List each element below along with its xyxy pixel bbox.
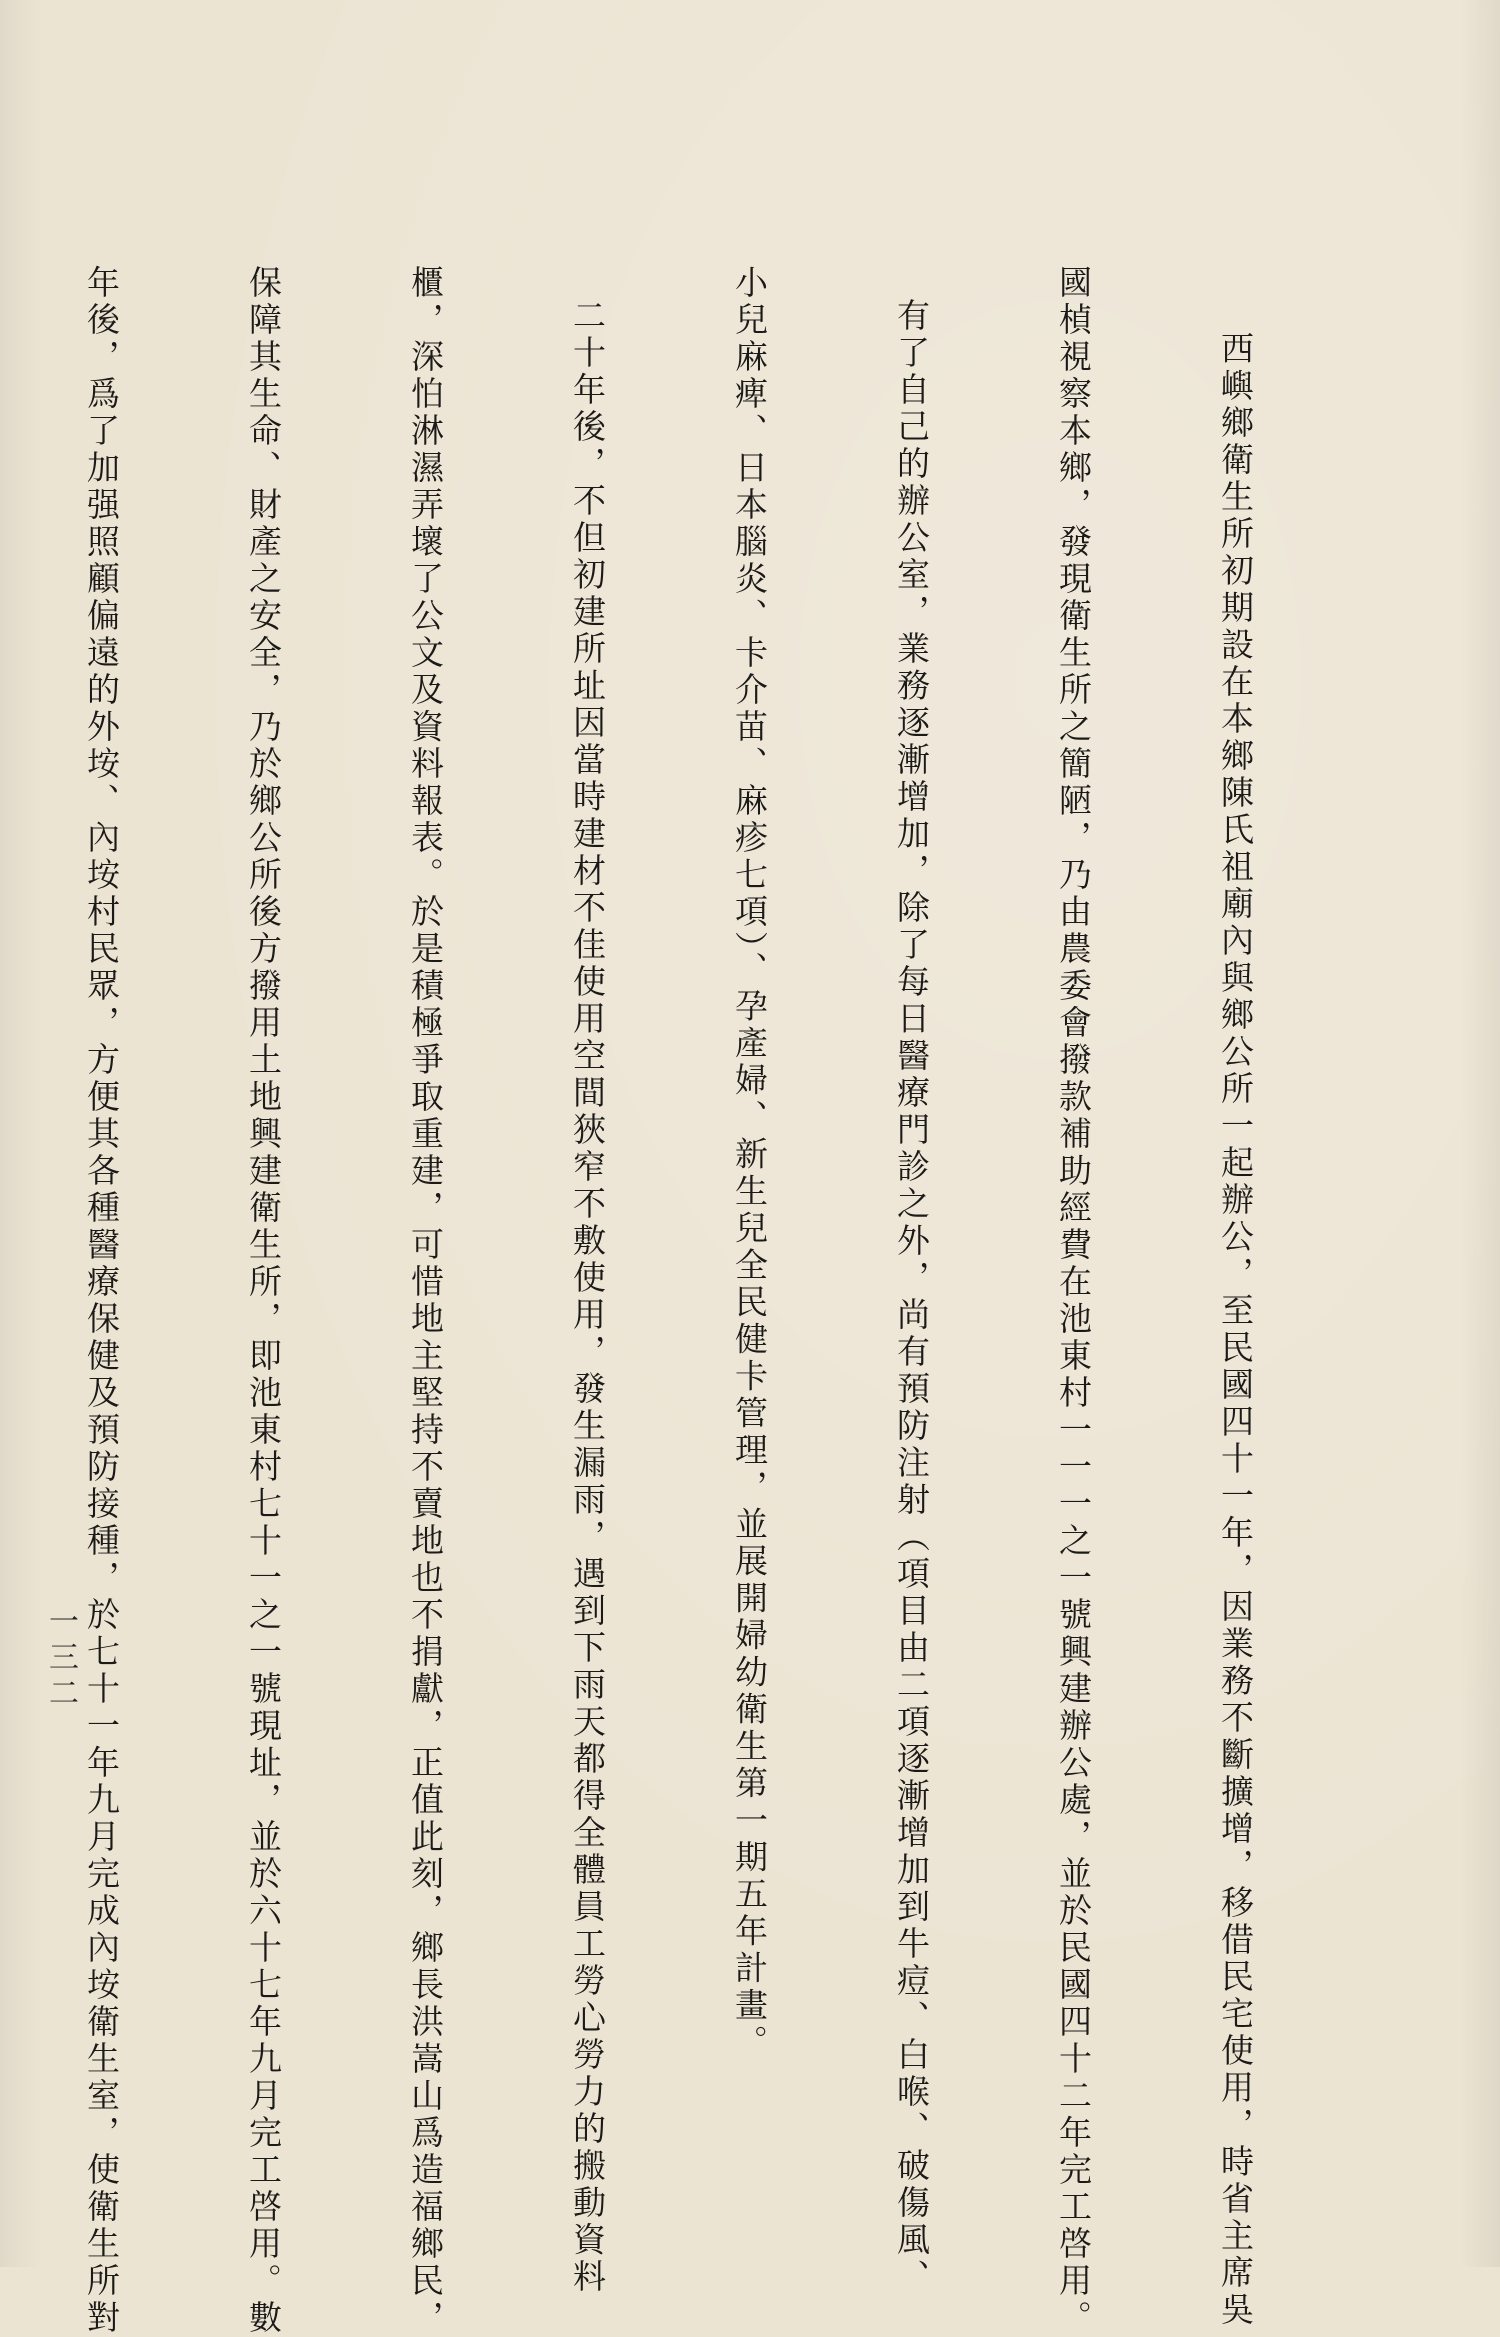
paragraph-line: 二十年後，不但初建所址因當時建材不佳使用空間狹窄不敷使用，發生漏雨，遇到下雨天都得全體員工勞心勞力的搬動資料 [568,298,607,2296]
paragraph-line: 年後，爲了加强照顧偏遠的外垵、內垵村民眾，方便其各種醫療保健及預防接種，於七十一年九月完成內垵衛生室，使衛生所對 [82,265,121,2337]
paragraph-line: 西嶼鄉衛生所初期設在本鄉陳氏祖廟內與鄉公所一起辦公，至民國四十一年，因業務不斷擴增，移借民宅使用，時省主席吳 [1216,331,1255,2329]
paragraph-line: 櫃，深怕淋濕弄壞了公文及資料報表。於是積極爭取重建，可惜地主堅持不賣地也不捐獻，正值此刻，鄉長洪嵩山爲造福鄉民， [406,265,445,2337]
paragraph-line: 小兒麻痺、日本腦炎、卡介苗、麻疹七項）、孕產婦、新生兒全民健卡管理，並展開婦幼衛生第一期五年計畫。 [730,265,769,2062]
paragraph-line: 保障其生命、財產之安全，乃於鄉公所後方撥用土地興建衛生所，即池東村七十一之一號現址，並於六十七年九月完工啓用。數 [244,265,283,2337]
page-number: 一三二 [43,1605,78,1713]
paragraph-line: 國楨視察本鄉，發現衛生所之簡陋，乃由農委會撥款補助經費在池東村一一一之一號興建辦公處，並於民國四十二年完工啓用。 [1054,265,1093,2337]
paragraph-line: 有了自己的辦公室，業務逐漸增加，除了每日醫療門診之外，尚有預防注射（項目由二項逐漸增加到牛痘、白喉、破傷風、 [892,298,931,2296]
body-text [0,265,1370,2337]
